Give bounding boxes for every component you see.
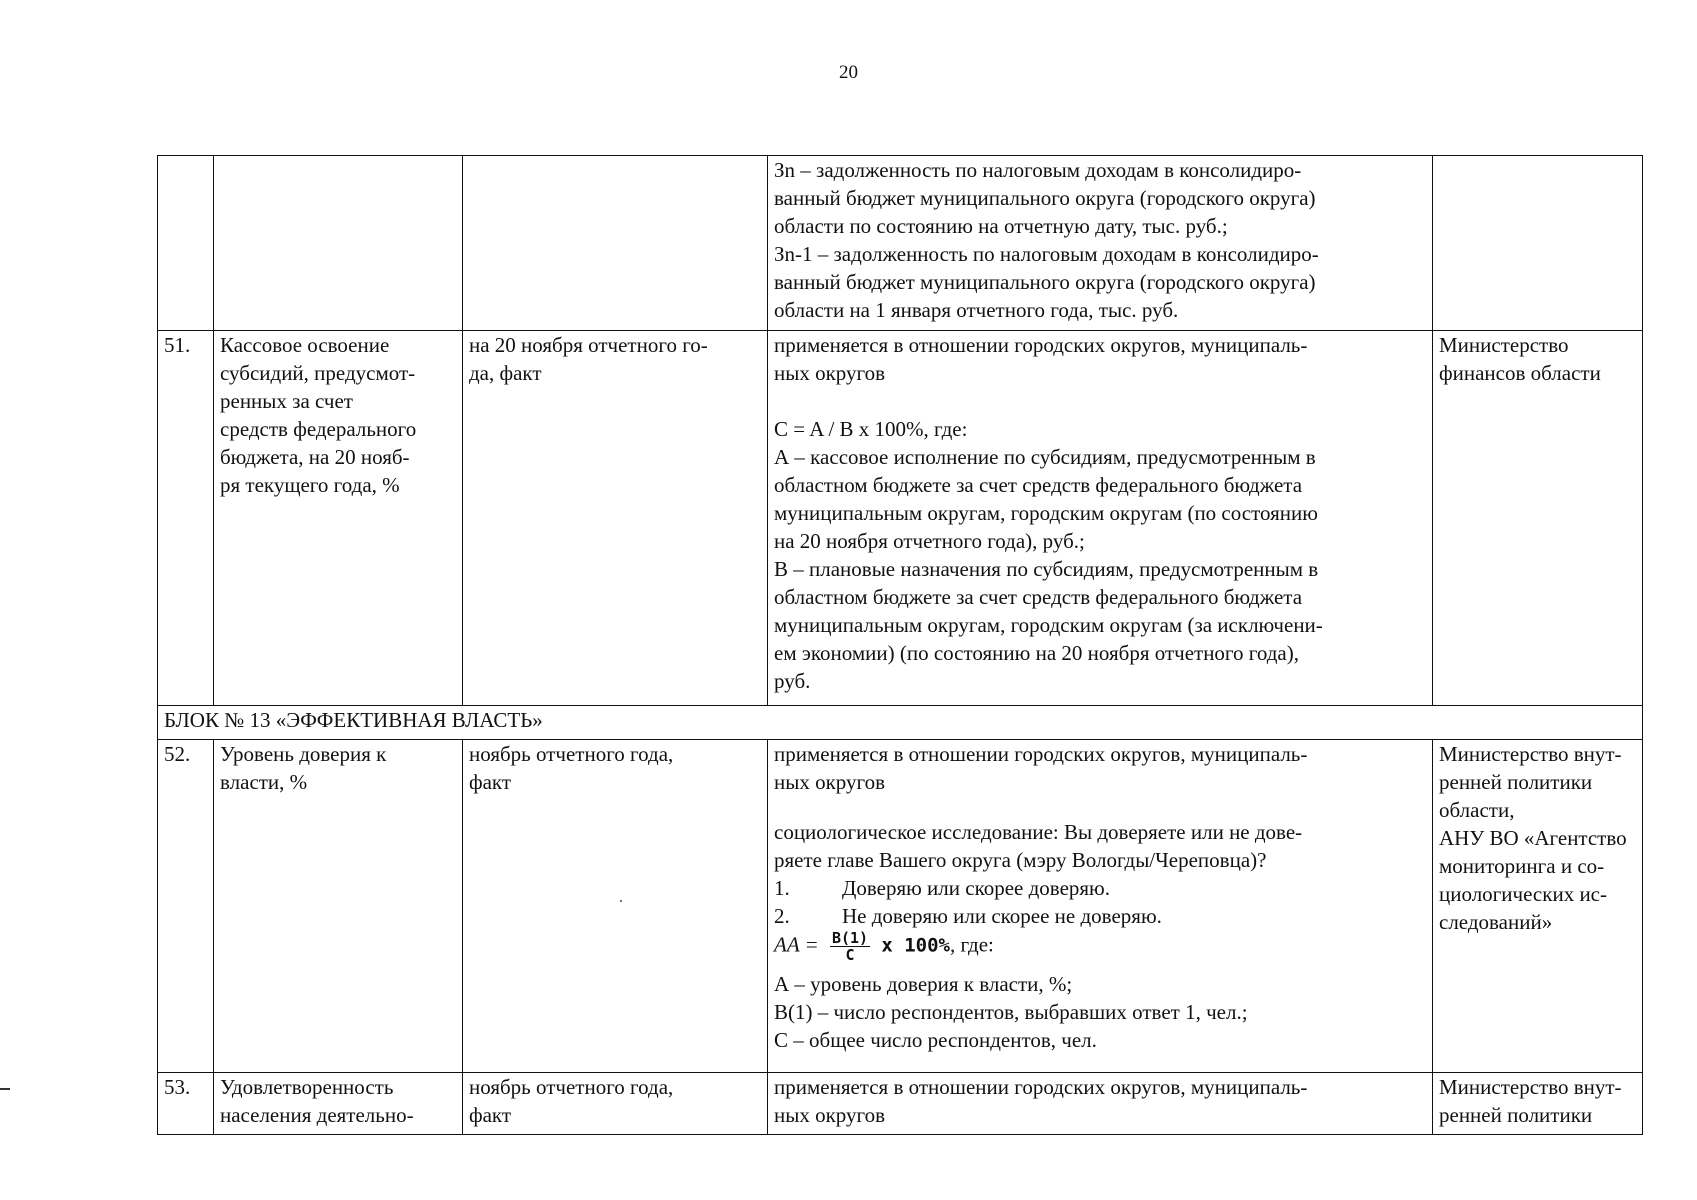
formula-denominator: C [845, 946, 855, 964]
method-line: ванный бюджет муниципального округа (городского округа) [774, 186, 1316, 210]
method-line: применяется в отношении городских округов, муниципаль- [774, 1075, 1308, 1099]
formula-numerator: B(1) [831, 929, 869, 947]
spacer [774, 796, 1426, 818]
table-row [158, 740, 1643, 1073]
responsible-cell [1433, 331, 1643, 706]
method-cell [768, 740, 1433, 1073]
trust-formula [774, 930, 1426, 970]
method-line: социологическое исследование: Вы доверяете или не дове- [774, 820, 1303, 844]
row-number: 52. [164, 742, 191, 766]
indicators-table [157, 155, 1643, 1135]
block-header-row [158, 706, 1643, 740]
period-line: факт [469, 770, 512, 794]
name-line: ря текущего года, % [220, 473, 400, 497]
method-line: А – уровень доверия к власти, %; [774, 972, 1073, 996]
responsible-line: АНУ ВО «Агентство [1439, 826, 1627, 850]
name-line: бюджета, на 20 нояб- [220, 445, 410, 469]
method-line: В – плановые назначения по субсидиям, предусмотренным в [774, 557, 1319, 581]
name-line: средств федерального [220, 417, 417, 441]
block-title: БЛОК № 13 «ЭФФЕКТИВНАЯ ВЛАСТЬ» [164, 708, 543, 732]
formula-tail: , где: [949, 932, 994, 957]
method-line: области по состоянию на отчетную дату, тыс. руб.; [774, 214, 1228, 238]
method-line: применяется в отношении городских округов, муниципаль- [774, 742, 1308, 766]
row-number-cell [158, 156, 214, 331]
row-number-cell [158, 331, 214, 706]
period-line: ноябрь отчетного года, [469, 742, 674, 766]
method-line: В(1) – число респондентов, выбравших ответ 1, чел.; [774, 1000, 1248, 1024]
method-cell [768, 156, 1433, 331]
responsible-line: Министерство внут- [1439, 742, 1622, 766]
indicator-name-cell [214, 1073, 463, 1135]
responsible-line: циологических ис- [1439, 882, 1607, 906]
indicator-name-cell [214, 156, 463, 331]
method-line: ряете главе Вашего округа (мэру Вологды/Череповца)? [774, 848, 1267, 872]
table-row [158, 156, 1643, 331]
responsible-cell [1433, 740, 1643, 1073]
name-line: субсидий, предусмот- [220, 361, 416, 385]
method-line: ных округов [774, 770, 886, 794]
formula-lhs: AA = [774, 932, 819, 957]
method-line: области на 1 января отчетного года, тыс. руб. [774, 298, 1179, 322]
method-line: муниципальным округам, городским округам (за исключени- [774, 613, 1323, 637]
responsible-cell [1433, 1073, 1643, 1135]
name-line: власти, % [220, 770, 308, 794]
responsible-line: следований» [1439, 910, 1553, 934]
responsible-line: финансов области [1439, 361, 1601, 385]
method-line: применяется в отношении городских округов, муниципаль- [774, 333, 1308, 357]
method-line: ных округов [774, 1103, 886, 1127]
method-line: ем экономии) (по состоянию на 20 ноября отчетного года), [774, 641, 1299, 665]
method-line: С – общее число респондентов, чел. [774, 1028, 1097, 1052]
indicator-name-cell [214, 331, 463, 706]
list-item [774, 902, 1426, 930]
period-line: на 20 ноября отчетного го- [469, 333, 708, 357]
name-line: населения деятельно- [220, 1103, 414, 1127]
name-line: Уровень доверия к [220, 742, 387, 766]
list-item [774, 874, 1426, 902]
page-number: 20 [839, 62, 858, 83]
method-line: муниципальным округам, городским округам (по состоянию [774, 501, 1318, 525]
row-number-cell [158, 1073, 214, 1135]
period-cell [463, 1073, 768, 1135]
method-line: на 20 ноября отчетного года), руб.; [774, 529, 1085, 553]
list-item-number: 1. [774, 876, 790, 900]
name-line: ренных за счет [220, 389, 353, 413]
formula-line: C = A / B x 100%, где: [774, 417, 968, 441]
block-title-cell [158, 706, 1643, 740]
period-cell [463, 740, 768, 1073]
responsible-line: мониторинга и со- [1439, 854, 1605, 878]
table-row [158, 331, 1643, 706]
method-line: областном бюджете за счет средств федерального бюджета [774, 473, 1303, 497]
list-item-text: Не доверяю или скорее не доверяю. [842, 904, 1162, 928]
period-line: факт [469, 1103, 512, 1127]
spacer [774, 387, 1426, 415]
method-cell [768, 1073, 1433, 1135]
row-number: 51. [164, 333, 191, 357]
period-cell [463, 156, 768, 331]
method-line: Зn – задолженность по налоговым доходам в консолидиро- [774, 158, 1302, 182]
list-item-number: 2. [774, 904, 790, 928]
name-line: Удовлетворенность [220, 1075, 394, 1099]
responsible-line: области, [1439, 798, 1515, 822]
responsible-line: Министерство [1439, 333, 1569, 357]
row-number: 53. [164, 1075, 191, 1099]
method-line: областном бюджете за счет средств федерального бюджета [774, 585, 1303, 609]
method-line: руб. [774, 669, 811, 693]
method-line: А – кассовое исполнение по субсидиям, предусмотренным в [774, 445, 1316, 469]
method-line: ных округов [774, 361, 886, 385]
list-item-text: Доверяю или скорее доверяю. [842, 876, 1110, 900]
responsible-line: Министерство внут- [1439, 1075, 1622, 1099]
method-line: Зn-1 – задолженность по налоговым доходам в консолидиро- [774, 242, 1319, 266]
margin-mark [0, 1088, 10, 1090]
name-line: Кассовое освоение [220, 333, 390, 357]
formula-multiplier: x 100% [881, 934, 950, 957]
period-line: да, факт [469, 361, 542, 385]
period-line: ноябрь отчетного года, [469, 1075, 674, 1099]
responsible-line: ренней политики [1439, 770, 1593, 794]
method-cell [768, 331, 1433, 706]
table-row [158, 1073, 1643, 1135]
responsible-cell [1433, 156, 1643, 331]
responsible-line: ренней политики [1439, 1103, 1593, 1127]
row-number-cell [158, 740, 214, 1073]
period-cell [463, 331, 768, 706]
method-line: ванный бюджет муниципального округа (городского округа) [774, 270, 1316, 294]
indicator-name-cell [214, 740, 463, 1073]
formula-fraction [830, 930, 870, 963]
